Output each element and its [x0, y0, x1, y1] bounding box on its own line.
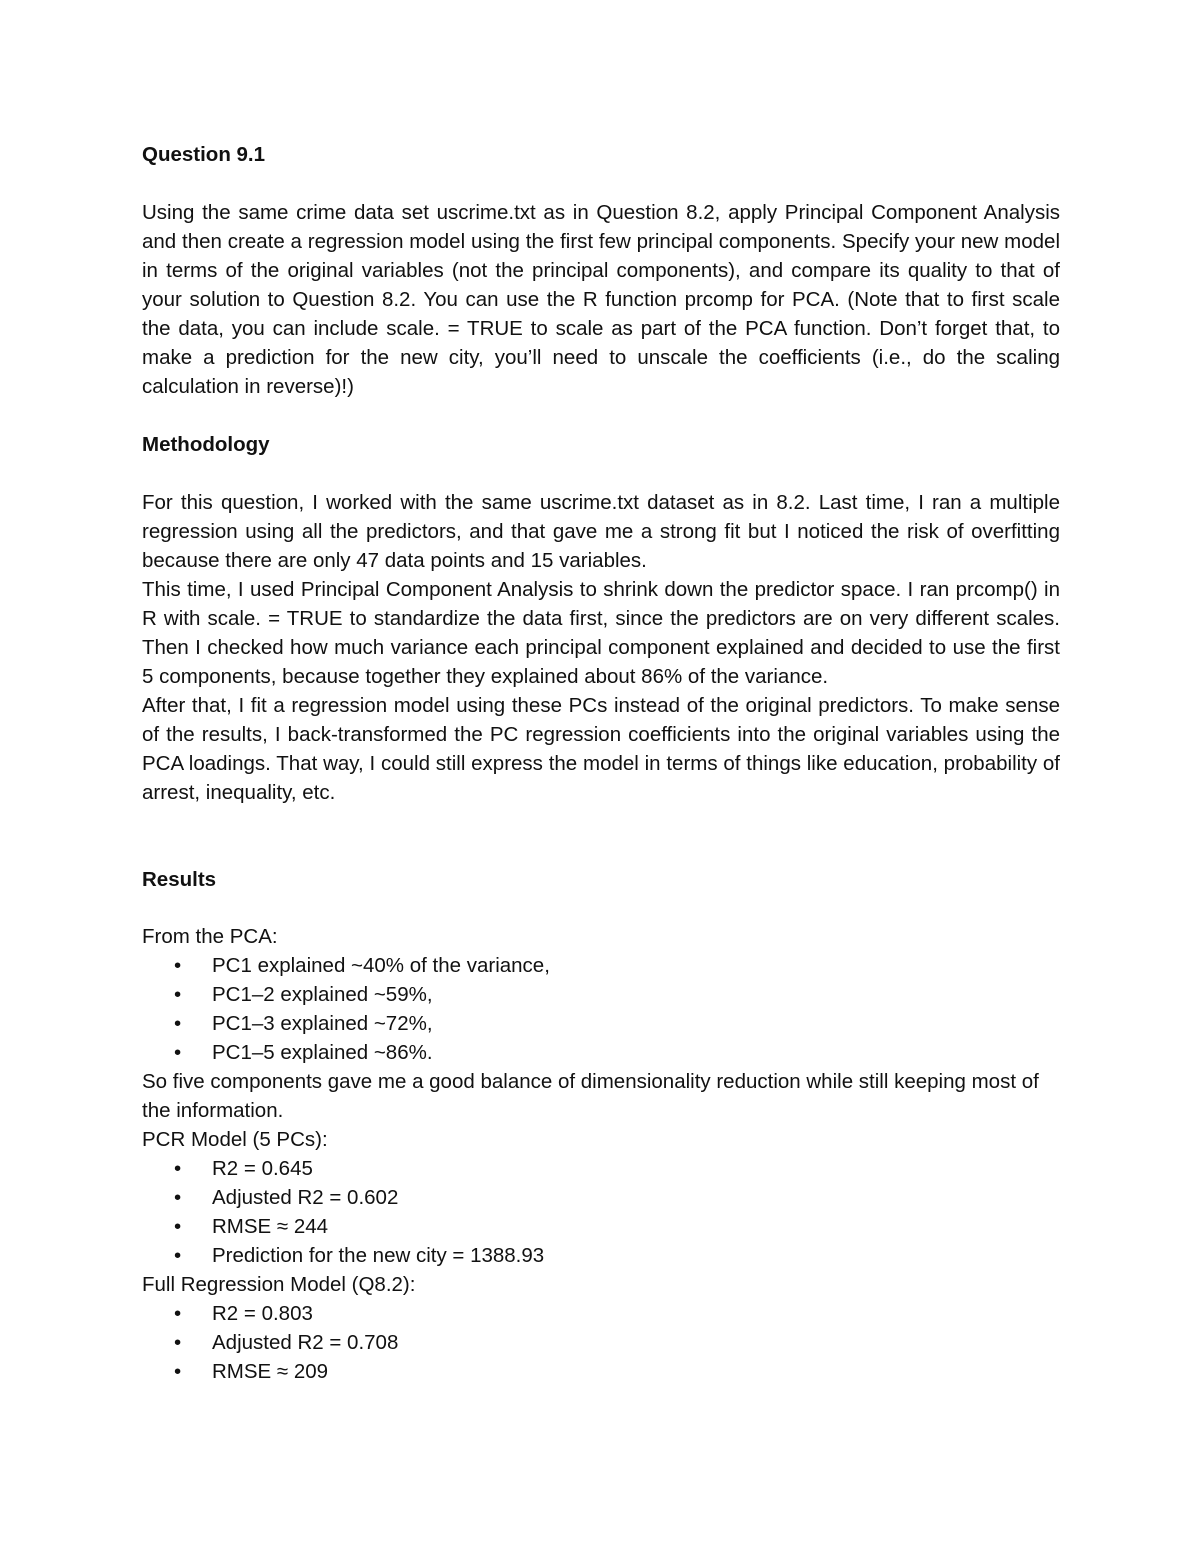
question-heading: Question 9.1	[142, 143, 266, 166]
spacer	[142, 459, 1060, 488]
list-item: • R2 = 0.645	[142, 1154, 1060, 1183]
results-heading: Results	[142, 868, 217, 891]
list-item: • PC1–3 explained ~72%,	[142, 1009, 1060, 1038]
list-item: • PC1–2 explained ~59%,	[142, 980, 1060, 1009]
question-text: Using the same crime data set uscrime.txt as in Question 8.2, apply Principal Component Analysis and then create a regression model using the first few principal components. Specify your new model in terms of the original variables (not the principal components), and compare its quality to that of your solution to Question 8.2. You can use the R function prcomp for PCA. (Note that to first scale the data, you can include scale. = TRUE to scale as part of the PCA function. Don’t forget that, to make a prediction for the new city, you’ll need to unscale the coefficients (i.e., do the scaling calculation in reverse)!)	[142, 201, 1060, 398]
methodology-paragraph: This time, I used Principal Component Analysis to shrink down the predictor space. I ran prcomp() in R with scale. = TRUE to standardize the data first, since the predictors are on very different scales. Then I checked how much variance each principal component explained and decided to use the first 5 components, because together they explained about 86% of the variance.	[142, 578, 1060, 688]
pca-variance-list	[142, 951, 1060, 1067]
list-item: • R2 = 0.803	[142, 1299, 1060, 1328]
full-model-heading: Full Regression Model (Q8.2):	[142, 1273, 416, 1296]
spacer	[142, 894, 1060, 922]
list-item: • Adjusted R2 = 0.708	[142, 1328, 1060, 1357]
spacer	[142, 169, 1060, 198]
spacer	[142, 807, 1060, 865]
pca-intro: From the PCA:	[142, 925, 278, 948]
methodology-heading: Methodology	[142, 433, 270, 456]
document-page	[142, 140, 1060, 1386]
pca-summary: So five components gave me a good balance of dimensionality reduction while still keeping most of the information.	[142, 1070, 1039, 1122]
spacer	[142, 401, 1060, 430]
methodology-paragraph: For this question, I worked with the same uscrime.txt dataset as in 8.2. Last time, I ran a multiple regression using all the predictors, and that gave me a strong fit but I noticed the risk of overfitting because there are only 47 data points and 15 variables.	[142, 491, 1060, 572]
list-item: • PC1–5 explained ~86%.	[142, 1038, 1060, 1067]
pcr-metrics-list	[142, 1154, 1060, 1270]
full-metrics-list	[142, 1299, 1060, 1386]
list-item: • Prediction for the new city = 1388.93	[142, 1241, 1060, 1270]
list-item: • PC1 explained ~40% of the variance,	[142, 951, 1060, 980]
list-item: • RMSE ≈ 209	[142, 1357, 1060, 1386]
list-item: • Adjusted R2 = 0.602	[142, 1183, 1060, 1212]
list-item: • RMSE ≈ 244	[142, 1212, 1060, 1241]
pcr-model-heading: PCR Model (5 PCs):	[142, 1128, 328, 1151]
methodology-paragraph: After that, I fit a regression model using these PCs instead of the original predictors. To make sense of the results, I back-transformed the PC regression coefficients into the original variables using the PCA loadings. That way, I could still express the model in terms of things like education, probability of arrest, inequality, etc.	[142, 694, 1060, 804]
